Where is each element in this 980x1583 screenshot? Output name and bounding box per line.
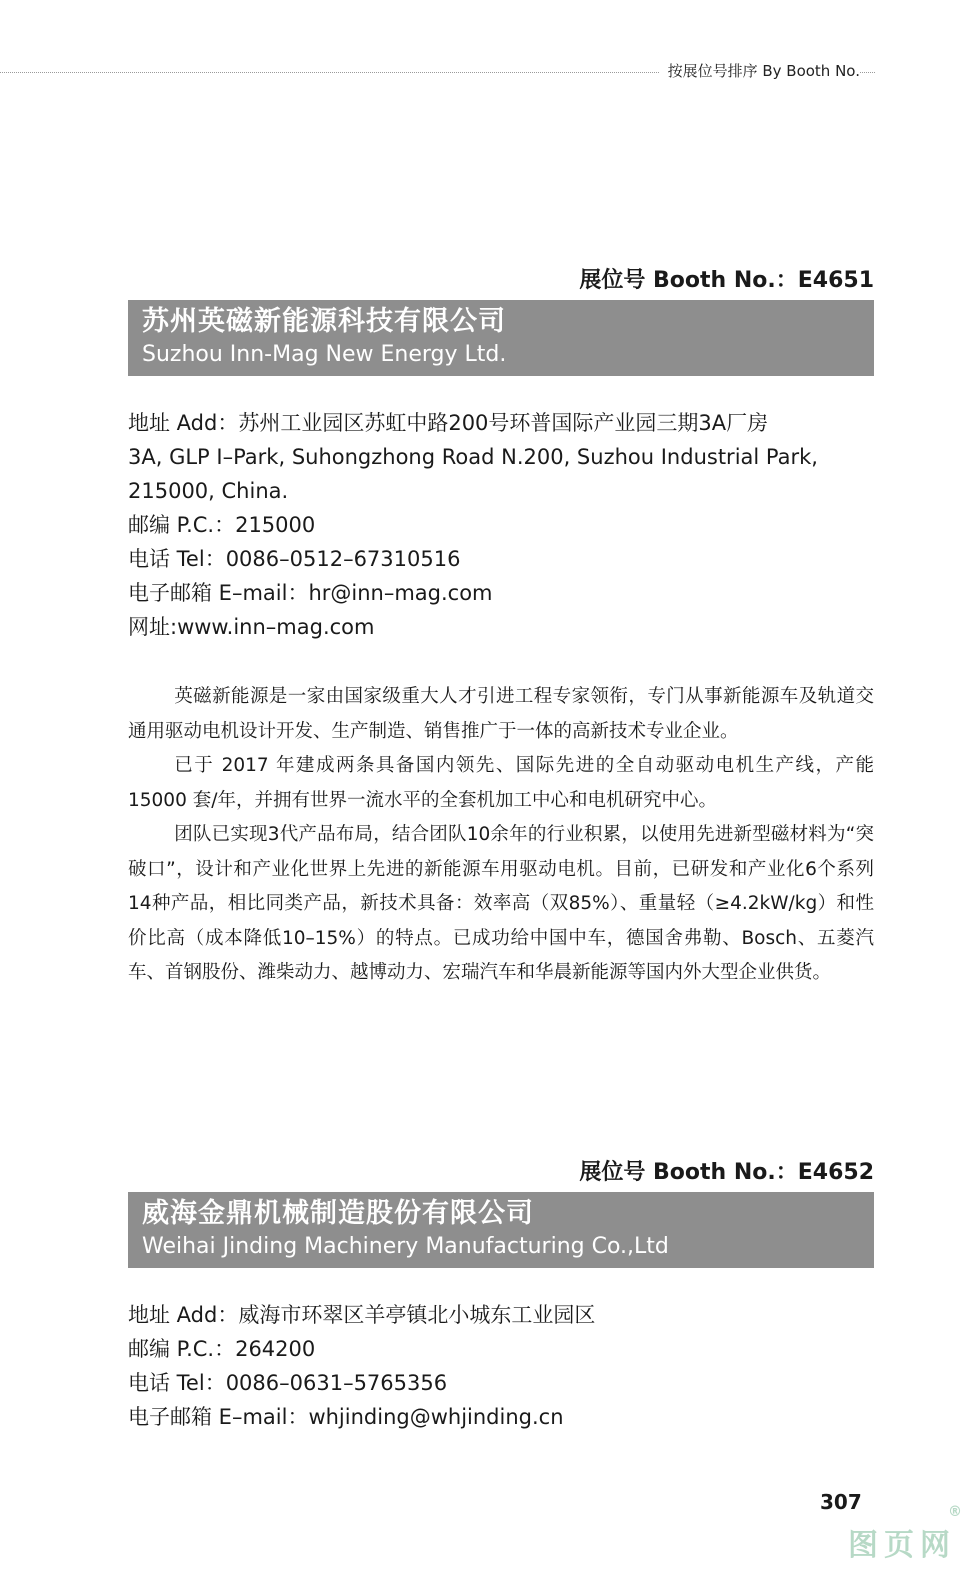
company-banner (128, 300, 874, 376)
telephone: 电话 Tel：0086–0512–67310516 (128, 547, 461, 571)
postcode: 邮编 P.C.：215000 (128, 513, 316, 537)
watermark-text: 图页网 (848, 1528, 956, 1563)
company-description (128, 680, 874, 991)
telephone: 电话 Tel：0086–0631–5765356 (128, 1371, 448, 1395)
page-number: 307 (820, 1490, 862, 1514)
exhibitor-entry-e4652 (128, 1158, 874, 1434)
booth-number: 展位号 Booth No.：E4651 (579, 268, 874, 293)
description-paragraph: 英磁新能源是一家由国家级重大人才引进工程专家领衔，专门从事新能源车及轨道交通用驱动电机设计开发、生产制造、销售推广于一体的高新技术专业企业。 (128, 686, 874, 742)
running-header: 按展位号排序 By Booth No. (660, 60, 860, 81)
description-paragraph: 团队已实现3代产品布局，结合团队10余年的行业积累，以使用先进新型磁材料为“突破口”，设计和产业化世界上先进的新能源车用驱动电机。目前，已研发和产业化6个系列14种产品，相比同类产品，新技术具备：效率高（双85%）、重量轻（≥4.2kW/kg）和性价比高（成本降低10–15%）的特点。已成功给中国中车，德国舍弗勒、Bosch、五菱汽车、首钢股份、潍柴动力、越博动力、宏瑞汽车和华晨新能源等国内外大型企业供货。 (128, 824, 874, 983)
description-paragraph: 已于 2017 年建成两条具备国内领先、国际先进的全自动驱动电机生产线，产能 15000 套/年，并拥有世界一流水平的全套机加工中心和电机研究中心。 (128, 755, 874, 811)
email: 电子邮箱 E–mail：whjinding@whjinding.cn (128, 1405, 564, 1429)
contact-block (128, 406, 874, 644)
company-banner (128, 1192, 874, 1268)
address-cn: 地址 Add：威海市环翠区羊亭镇北小城东工业园区 (128, 1303, 596, 1327)
website: 网址:www.inn–mag.com (128, 615, 375, 639)
company-name-en: Suzhou Inn-Mag New Energy Ltd. (142, 342, 507, 367)
company-name-en: Weihai Jinding Machinery Manufacturing Co.,Ltd (142, 1234, 669, 1259)
address-cn: 地址 Add：苏州工业园区苏虹中路200号环普国际产业园三期3A厂房 (128, 411, 769, 435)
company-name-cn: 威海金鼎机械制造股份有限公司 (142, 1198, 534, 1229)
company-name-cn: 苏州英磁新能源科技有限公司 (142, 306, 506, 337)
contact-block (128, 1298, 874, 1434)
site-watermark (848, 1504, 962, 1564)
email: 电子邮箱 E–mail：hr@inn–mag.com (128, 581, 493, 605)
postcode: 邮编 P.C.：264200 (128, 1337, 316, 1361)
booth-number: 展位号 Booth No.：E4652 (579, 1160, 874, 1185)
exhibitor-entry-e4651 (128, 266, 874, 991)
address-en: 3A, GLP I–Park, Suhongzhong Road N.200, Suzhou Industrial Park, 215000, China. (128, 445, 818, 503)
registered-mark: ® (948, 1504, 962, 1520)
